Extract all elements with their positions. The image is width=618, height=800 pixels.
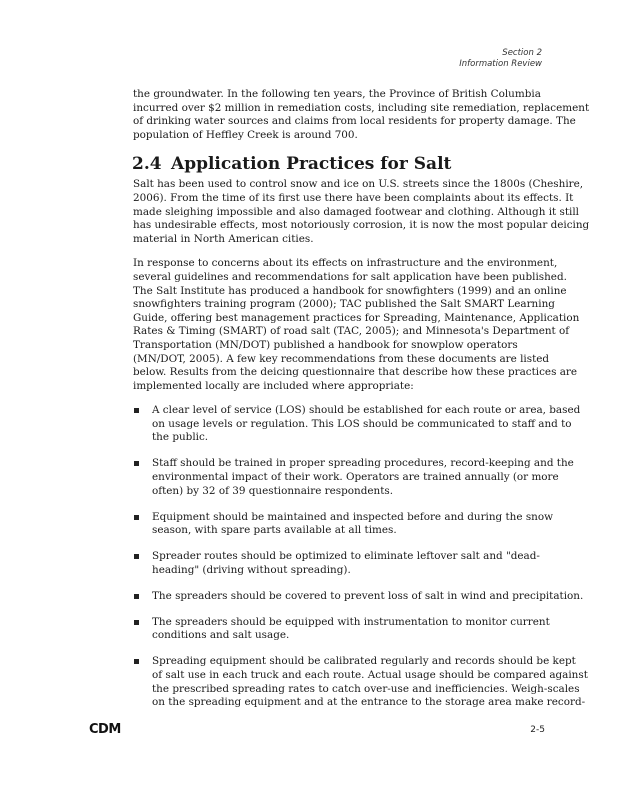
- header-subtitle: Information Review: [459, 59, 542, 69]
- text-line: Salt has been used to control snow and ice on U.S. streets since the 1800s (Cheshire,: [133, 178, 584, 191]
- header-section: Section 2: [502, 48, 542, 58]
- list-item-text: [152, 510, 554, 538]
- page-body: [132, 88, 590, 722]
- text-line: implemented locally are included where appropriate:: [133, 379, 414, 392]
- text-line: Guide, offering best management practices for Spreading, Maintenance, Application: [133, 311, 580, 324]
- text-line: Rates & Timing (SMART) of road salt (TAC, 2005); and Minnesota's Department of: [133, 325, 570, 338]
- text-line: In response to concerns about its effects on infrastructure and the environment,: [133, 257, 558, 270]
- list-item: [133, 550, 543, 577]
- text-line: material in North American cities.: [133, 232, 314, 245]
- text-line: Transportation (MN/DOT) published a handbook for snowplow operators: [133, 338, 518, 351]
- text-line: several guidelines and recommendations for salt application have been published.: [133, 270, 567, 283]
- text-line: made sleighing impossible and also damaged footwear and clothing. Although it still: [133, 205, 579, 218]
- bullet-square-icon: [134, 408, 139, 413]
- text-line: snowfighters training program (2000); TAC published the Salt SMART Learning: [133, 298, 555, 311]
- text-line: on the spreading equipment and at the entrance to the storage area make record-: [152, 696, 586, 709]
- list-item: [133, 510, 554, 538]
- list-item-text: [152, 615, 550, 643]
- text-line: The spreaders should be covered to prevent loss of salt in wind and precipitation.: [152, 589, 584, 602]
- text-line: (MN/DOT, 2005). A few key recommendations from these documents are listed: [133, 352, 550, 365]
- text-line: Spreader routes should be optimized to eliminate leftover salt and "dead-: [152, 550, 540, 563]
- bullet-square-icon: [134, 554, 139, 559]
- list-item: [133, 589, 584, 604]
- list-item: [133, 615, 550, 643]
- text-line: of salt use in each truck and each route. Actual usage should be compared against: [152, 668, 588, 681]
- bullet-square-icon: [134, 515, 139, 520]
- text-line: on usage levels or regulation. This LOS should be communicated to staff and to: [152, 417, 572, 430]
- section-heading: [132, 153, 543, 175]
- bullet-square-icon: [134, 461, 139, 466]
- list-item-text: [152, 404, 581, 445]
- text-line: of drinking water sources and claims from local residents for property damage. The: [133, 115, 576, 128]
- text-line: often) by 32 of 39 questionnaire respondents.: [152, 484, 394, 497]
- page-number: 2-5: [530, 725, 545, 735]
- recommendations-list: [133, 404, 588, 709]
- text-line: environmental impact of their work. Operators are trained annually (or more: [152, 471, 559, 484]
- text-line: Staff should be trained in proper spreading procedures, record-keeping and the: [152, 457, 574, 470]
- list-item: [133, 457, 574, 498]
- paragraph-salt-history: [133, 178, 590, 246]
- text-line: below. Results from the deicing questionnaire that describe how these practices are: [133, 366, 578, 379]
- text-line: incurred over $2 million in remediation costs, including site remediation, replacement: [133, 101, 590, 114]
- list-item-text: [152, 655, 588, 709]
- text-line: population of Heffley Creek is around 700.: [133, 128, 358, 141]
- text-line: Equipment should be maintained and inspected before and during the snow: [152, 510, 554, 523]
- cdm-logo: CDM: [89, 722, 121, 737]
- text-line: 2006). From the time of its first use there have been complaints about its effects. It: [133, 191, 574, 204]
- section-title: Application Practices for Salt: [171, 154, 452, 175]
- text-line: the groundwater. In the following ten years, the Province of British Columbia: [133, 88, 541, 100]
- bullet-square-icon: [134, 620, 139, 625]
- text-line: The Salt Institute has produced a handbook for snowfighters (1999) and an online: [133, 284, 567, 297]
- text-line: heading" (driving without spreading).: [152, 563, 351, 576]
- intro-paragraph: [133, 88, 590, 142]
- bullet-square-icon: [134, 659, 139, 664]
- paragraph-guidelines: [133, 257, 580, 393]
- list-item: [133, 404, 581, 445]
- text-line: has undesirable effects, most notoriously corrosion, it is now the most popular deicing: [133, 219, 590, 232]
- text-line: the public.: [152, 431, 209, 444]
- text-line: The spreaders should be equipped with instrumentation to monitor current: [152, 615, 550, 628]
- section-number: 2.4: [132, 154, 162, 175]
- list-item-text: [152, 457, 574, 498]
- running-header: [459, 48, 542, 70]
- bullet-square-icon: [134, 594, 139, 599]
- text-line: the prescribed spreading rates to catch over-use and inefficiencies. Weigh-scales: [152, 682, 580, 695]
- text-line: A clear level of service (LOS) should be established for each route or area, based: [152, 404, 581, 417]
- list-item-text: [152, 550, 543, 577]
- list-item: [133, 655, 588, 709]
- text-line: conditions and salt usage.: [152, 629, 290, 642]
- text-line: Spreading equipment should be calibrated regularly and records should be kept: [152, 655, 576, 668]
- list-item-text: [152, 589, 584, 604]
- text-line: season, with spare parts available at all times.: [152, 524, 397, 537]
